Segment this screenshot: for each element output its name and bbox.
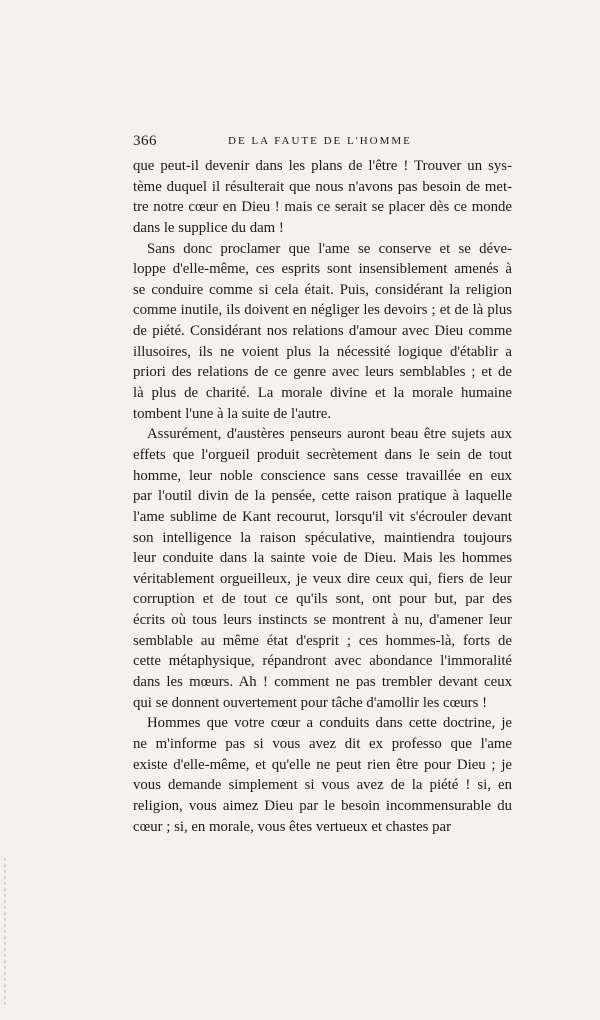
- text-line: que peut-il devenir dans les plans de l'être ! Trouver un sys-: [133, 158, 512, 174]
- body-text: [133, 156, 512, 837]
- text-line: vous demande simplement si vous avez de la piété ! si, en: [133, 777, 512, 794]
- text-line: qui se donnent ouvertement pour tâche d'amollir les cœurs !: [133, 694, 487, 711]
- text-line: homme, leur noble conscience sans cesse travaillée en eux: [133, 467, 512, 484]
- scan-margin-dots: [4, 858, 6, 1008]
- text-line: semblable au même état d'esprit ; ces hommes-là, forts de: [133, 632, 512, 649]
- text-line: dans les mœurs. Ah ! comment ne pas trembler devant ceux: [133, 674, 512, 691]
- text-line: tème duquel il résulterait que nous n'avons pas besoin de met-: [133, 178, 512, 195]
- text-line: son intelligence la raison spéculative, maintiendra toujours: [133, 529, 512, 546]
- text-line: leur conduite dans la sainte voie de Dieu. Mais les hommes: [133, 550, 512, 567]
- paragraph-start-line: Assurément, d'austères penseurs auront beau être sujets aux: [147, 426, 512, 443]
- text-line: dans le supplice du dam !: [133, 219, 284, 236]
- text-line: priori des relations de ce genre avec leurs semblables ; et de: [133, 364, 512, 381]
- text-line: se conduire comme si cela était. Puis, considérant la religion: [133, 281, 512, 298]
- text-line: l'ame sublime de Kant recourut, lorsqu'il vit s'écrouler devant: [133, 508, 512, 525]
- text-line: religion, vous aimez Dieu par le besoin incommensurable du: [133, 797, 512, 814]
- text-line: ne m'informe pas si vous avez dit ex professo que l'ame: [133, 735, 512, 752]
- page-header: [133, 133, 513, 153]
- text-line: effets que l'orgueil produit secrètement dans le sein de tout: [133, 446, 512, 463]
- paragraph-start-line: Sans donc proclamer que l'ame se conserve et se déve-: [147, 240, 512, 257]
- running-title: DE LA FAUTE DE L'HOMME: [228, 135, 412, 147]
- page-number: 366: [133, 133, 157, 149]
- paragraph-start-line: Hommes que votre cœur a conduits dans cette doctrine, je: [147, 715, 512, 732]
- text-line: existe d'elle-même, et qu'elle ne peut rien être pour Dieu ; je: [133, 756, 512, 773]
- text-line: tombent l'une à la suite de l'autre.: [133, 405, 332, 422]
- text-line: loppe d'elle-même, ces esprits sont insensiblement amenés à: [133, 261, 512, 278]
- text-line: cette métaphysique, répandront avec abondance l'immoralité: [133, 653, 512, 670]
- text-line: écrits où tous leurs instincts se montrent à nu, d'amener leur: [133, 612, 512, 629]
- text-line: comme inutile, ils doivent en négliger les devoirs ; et de là plus: [133, 302, 512, 319]
- text-line: illusoires, ils ne voient plus la nécessité logique d'établir a: [133, 343, 512, 360]
- text-line: là plus de charité. La morale divine et la morale humaine: [133, 385, 512, 402]
- text-line: tre notre cœur en Dieu ! mais ce serait se placer dès ce monde: [133, 199, 512, 216]
- text-line: de piété. Considérant nos relations d'amour avec Dieu comme: [133, 323, 512, 340]
- text-line: véritablement orgueilleux, je veux dire ceux qui, fiers de leur: [133, 570, 512, 587]
- text-line: par l'outil divin de la pensée, cette raison pratique à laquelle: [133, 488, 512, 505]
- text-line: corruption et de tout ce qu'ils sont, ont pour but, par des: [133, 591, 512, 608]
- text-line: cœur ; si, en morale, vous êtes vertueux et chastes par: [133, 818, 452, 835]
